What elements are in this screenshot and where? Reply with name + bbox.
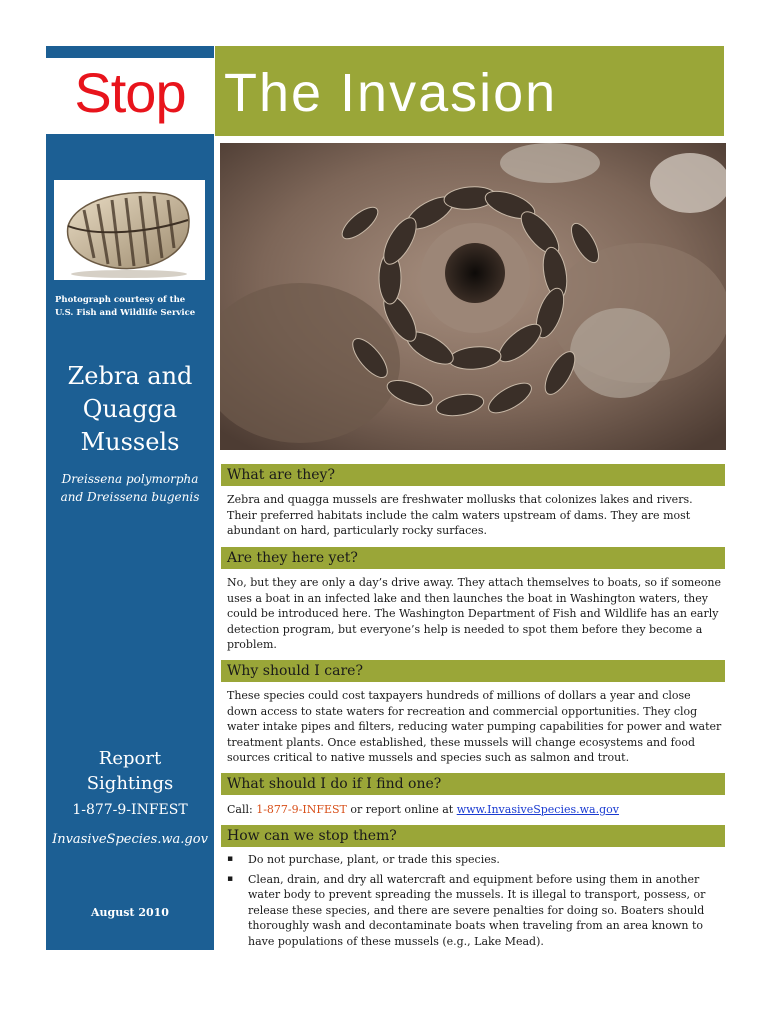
section-heading-here <box>221 547 725 569</box>
section-heading-text: How can we stop them? <box>227 828 397 844</box>
report-line: Report <box>98 748 162 769</box>
species-latin-name <box>50 470 210 506</box>
page-title: The Invasion <box>224 63 558 123</box>
report-line: Sightings <box>86 773 174 794</box>
mussel-colony-photo <box>220 143 726 450</box>
section-heading-text: Are they here yet? <box>227 550 358 566</box>
section-heading-find <box>221 773 725 795</box>
prevention-list <box>227 852 722 949</box>
list-item: ▪ Clean, drain, and dry all watercraft and equipment before using them in another water body to prevent spreading the mussels. It is illegal to transport, possess, or release these species, and there are severe penalties for doing so. Boaters should thoroughly wash and decontaminate boats when traveling from an area known to have populations of these mussels (e.g., Lake Mead). <box>227 872 722 950</box>
section-heading-text: What are they? <box>227 467 335 483</box>
section-heading-care <box>221 660 725 682</box>
section-body-what: Zebra and quagga mussels are freshwater mollusks that colonizes lakes and rivers. Their preferred habitats include the calm waters upstream of dams. They are most abundant on hard, particularly rocky surfaces. <box>227 493 693 537</box>
list-item: ▪ Do not purchase, plant, or trade this species. <box>227 852 722 868</box>
report-website: InvasiveSpecies.wa.gov <box>52 832 208 847</box>
species-title <box>50 360 210 459</box>
report-online-label: or report online at <box>350 803 454 816</box>
mussel-shell-icon <box>54 180 205 280</box>
section-heading-text: What should I do if I find one? <box>227 776 442 792</box>
call-label: Call: <box>227 803 253 816</box>
section-body-here: No, but they are only a day’s drive away. They attach themselves to boats, so if someone uses a boat in an infected lake and then launches the boat in Washington waters, they could be introduced here. The Washington Department of Fish and Wildlife has an early detection program, but everyone’s help is needed to spot them before they become a problem. <box>227 576 722 651</box>
section-body-find <box>227 802 722 818</box>
photo-caption: Photograph courtesy of the U.S. Fish and Wildlife Service <box>55 295 196 318</box>
publication-date: August 2010 <box>91 906 169 919</box>
hotline-number: 1-877-9-INFEST <box>256 803 347 816</box>
species-title-line: Mussels <box>80 428 180 456</box>
report-sightings-heading <box>50 746 210 796</box>
stop-title: Stop <box>46 58 214 134</box>
section-body-stop <box>227 852 722 953</box>
section-heading-stop <box>221 825 725 847</box>
mussel-shell-photo <box>54 180 205 280</box>
section-heading-text: Why should I care? <box>227 663 363 679</box>
report-phone: 1-877-9-INFEST <box>72 802 188 818</box>
mussel-colony-image <box>220 143 726 450</box>
species-title-line: Zebra and <box>67 362 193 390</box>
latin-line: Dreissena polymorpha <box>61 472 199 486</box>
species-title-line: Quagga <box>82 395 178 423</box>
section-heading-what <box>221 464 725 486</box>
header-banner <box>215 46 724 136</box>
sidebar <box>46 46 214 950</box>
latin-line: and Dreissena bugenis <box>60 490 200 504</box>
section-body-care: These species could cost taxpayers hundreds of millions of dollars a year and close down access to state waters for recreation and commercial opportunities. They clog water intake pipes and filters, reducing water pumping capabilities for power and water treatment plants. Once established, these mussels will change ecosystems and food sources critical to native mussels and species such as salmon and trout. <box>227 689 722 764</box>
invasive-species-link[interactable]: www.InvasiveSpecies.wa.gov <box>456 803 619 816</box>
